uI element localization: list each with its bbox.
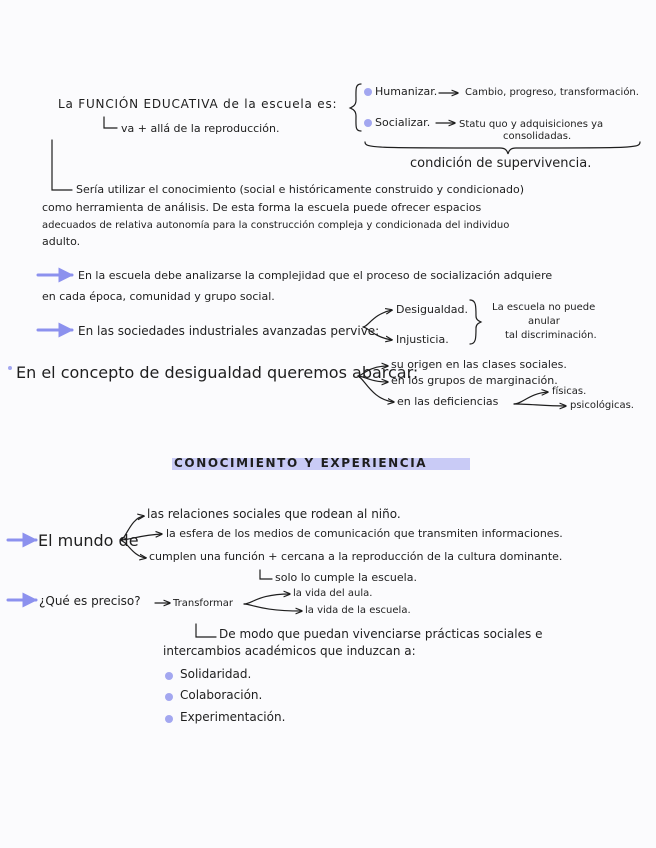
school-line-1: En la escuela debe analizarse la complejidad que el proceso de socialización adquiere [78, 269, 553, 282]
industrial-item-2: Injusticia. [396, 333, 449, 346]
paragraph-line-4: adulto. [42, 235, 81, 248]
humanizar-desc: Cambio, progreso, transformación. [465, 87, 639, 98]
bullet-colaboracion: Colaboración. [180, 688, 263, 702]
need-transform: Transformar [173, 598, 233, 609]
world-item-1: las relaciones sociales que rodean al niño. [147, 507, 401, 521]
industrial-item-1: Desigualdad. [396, 303, 468, 316]
industrial-note-2: anular [528, 316, 560, 327]
inequality-item-3: en las deficiencias [397, 395, 499, 408]
socializar-label: Socializar. [375, 116, 431, 129]
world-item-3: cumplen una función + cercana a la reproducción de la cultura dominante. [149, 550, 563, 563]
inequality-item-2: en los grupos de marginación. [391, 374, 558, 387]
socializar-desc-2: consolidadas. [503, 131, 572, 142]
industrial-note-1: La escuela no puede [492, 302, 596, 313]
beyond-text: va + allá de la reproducción. [121, 122, 280, 135]
inequality-bullet [8, 366, 12, 370]
world-sub: solo lo cumple la escuela. [275, 571, 417, 584]
bullet-dot [165, 715, 173, 723]
bullet-dot [165, 693, 173, 701]
bullet-solidaridad: Solidaridad. [180, 667, 252, 681]
industrial-bracket [470, 300, 481, 344]
school-line-2: en cada época, comunidad y grupo social. [42, 290, 275, 303]
role-bracket [350, 84, 361, 131]
paragraph-line-1: Sería utilizar el conocimiento (social e históricamente construido y condicionado) [76, 183, 525, 196]
world-item-2: la esfera de los medios de comunicación que transmiten informaciones. [166, 527, 563, 540]
humanizar-bullet [364, 88, 372, 96]
paragraph-line-2: como herramienta de análisis. De esta forma la escuela puede ofrecer espacios [42, 201, 482, 214]
socializar-desc-1: Statu quo y adquisiciones ya [459, 119, 604, 130]
section-title: CONOCIMIENTO Y EXPERIENCIA [174, 456, 428, 470]
bullet-dot [165, 672, 173, 680]
inequality-sub-1: físicas. [552, 386, 587, 397]
industrial-note-3: tal discriminación. [505, 330, 597, 341]
bullet-experimentacion: Experimentación. [180, 710, 286, 724]
inequality-sub-2: psicológicas. [570, 400, 634, 411]
world-label: El mundo de [38, 531, 139, 550]
paragraph-connector [52, 140, 72, 190]
inequality-item-1: su origen en las clases sociales. [391, 358, 567, 371]
need-item-2: la vida de la escuela. [305, 605, 411, 616]
paragraph-line-3: adecuados de relativa autonomía para la construcción compleja y condicionada del individuo [42, 220, 510, 231]
need-so-line-2: intercambios académicos que induzcan a: [163, 644, 416, 658]
inequality-text: En el concepto de desigualdad queremos abarcar: [16, 363, 419, 382]
humanizar-label: Humanizar. [375, 85, 438, 98]
condition-brace [365, 142, 640, 154]
need-item-1: la vida del aula. [293, 588, 373, 599]
socializar-bullet [364, 119, 372, 127]
beyond-connector [104, 117, 117, 128]
intro-main-text: La FUNCIÓN EDUCATIVA de la escuela es: [58, 97, 338, 111]
need-so-line-1: De modo que puedan vivenciarse prácticas sociales e [219, 627, 543, 641]
industrial-text: En las sociedades industriales avanzadas pervive: [78, 324, 380, 338]
condition-text: condición de supervivencia. [410, 156, 592, 171]
need-question: ¿Qué es preciso? [39, 594, 141, 608]
